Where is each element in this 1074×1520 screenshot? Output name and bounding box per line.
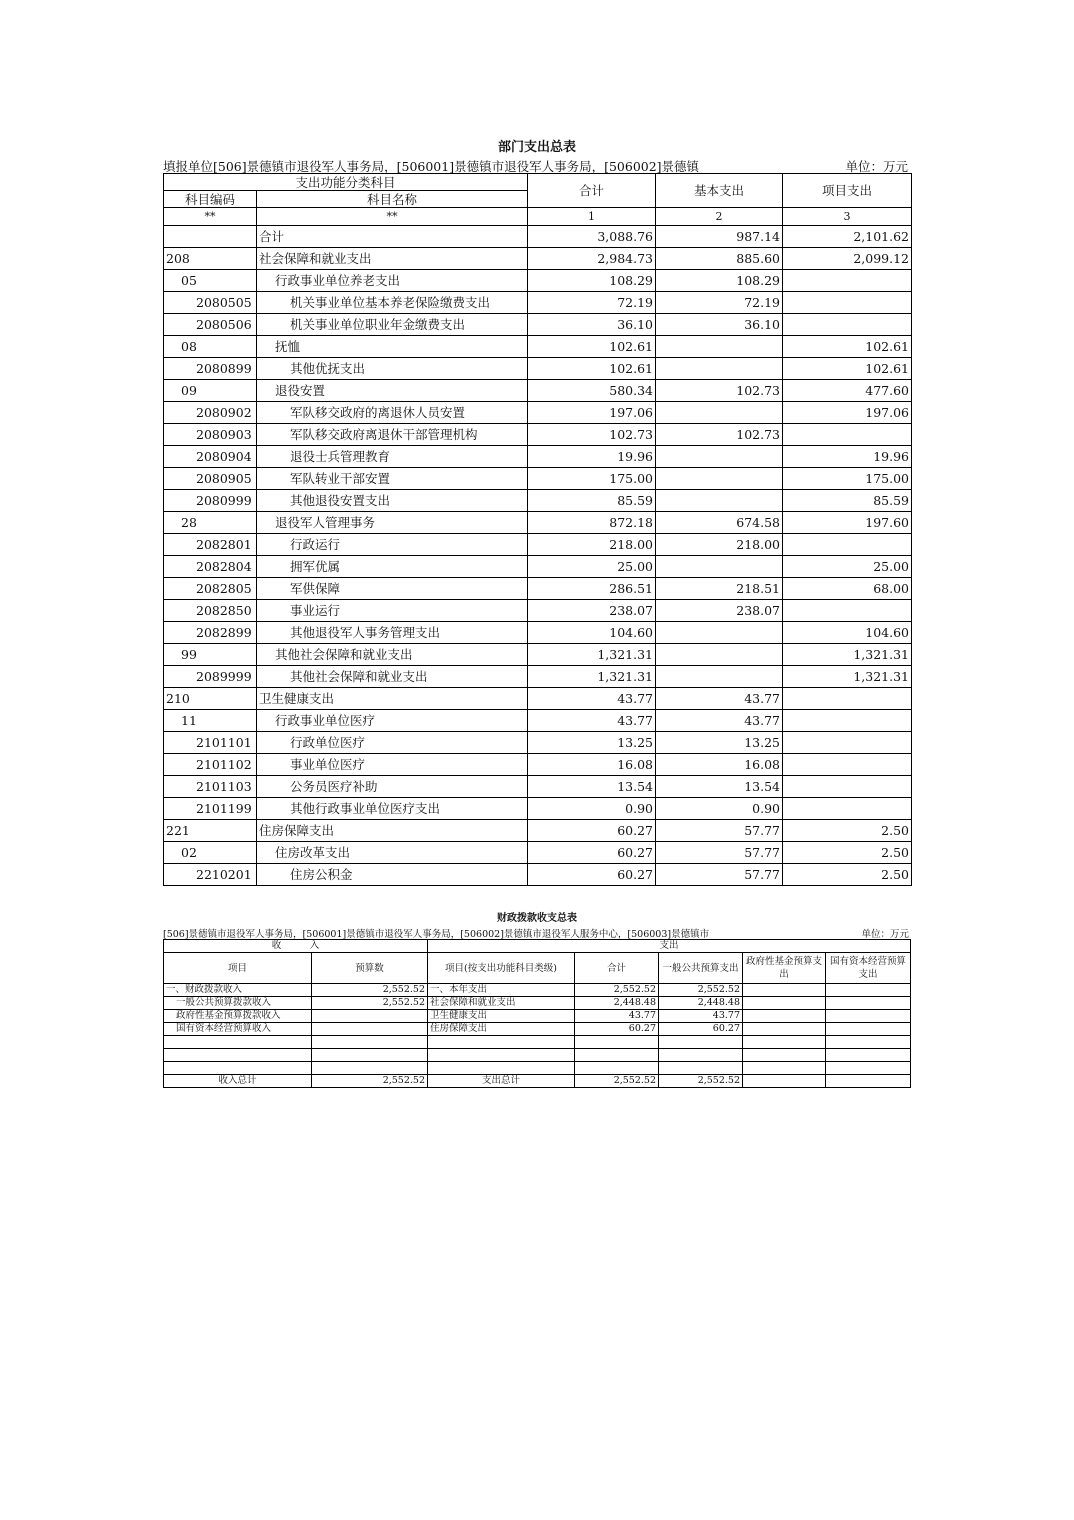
- row-basic: 987.14: [656, 226, 783, 248]
- row-project: 1,321.31: [783, 666, 912, 688]
- row-name: 公务员医疗补助: [257, 776, 528, 798]
- row-code: 28: [164, 512, 257, 534]
- row-code: 11: [164, 710, 257, 732]
- cell-budget: [312, 1010, 428, 1023]
- table-row: [164, 710, 912, 732]
- row-total: 238.07: [528, 600, 656, 622]
- total-budget: 2,552.52: [312, 1075, 428, 1088]
- row-basic: 102.73: [656, 380, 783, 402]
- cell-exp-item: 一、本年支出: [428, 984, 575, 997]
- row-project: 2.50: [783, 864, 912, 886]
- row-code: 08: [164, 336, 257, 358]
- cell-item: 国有资本经营预算收入: [164, 1023, 312, 1036]
- cell-total: 2,448.48: [575, 997, 659, 1010]
- table2-title: 财政拨款收支总表: [497, 913, 577, 924]
- row-code: 2101199: [164, 798, 257, 820]
- row-basic: 0.90: [656, 798, 783, 820]
- row-basic: 43.77: [656, 710, 783, 732]
- row-project: 19.96: [783, 446, 912, 468]
- row-project: [783, 688, 912, 710]
- index-cell: **: [257, 208, 528, 226]
- table-row: [164, 820, 912, 842]
- row-project: 477.60: [783, 380, 912, 402]
- row-name: 军队移交政府离退休干部管理机构: [257, 424, 528, 446]
- row-total: 108.29: [528, 270, 656, 292]
- row-total: 72.19: [528, 292, 656, 314]
- cell-state: [826, 1010, 911, 1023]
- row-total: 580.34: [528, 380, 656, 402]
- row-total: 60.27: [528, 820, 656, 842]
- row-total: 286.51: [528, 578, 656, 600]
- row-basic: 218.51: [656, 578, 783, 600]
- row-project: [783, 270, 912, 292]
- row-code: 09: [164, 380, 257, 402]
- cell-item: 政府性基金预算拨款收入: [164, 1010, 312, 1023]
- row-project: [783, 754, 912, 776]
- row-total: 197.06: [528, 402, 656, 424]
- row-project: 102.61: [783, 358, 912, 380]
- row-total: 85.59: [528, 490, 656, 512]
- table-row: [164, 754, 912, 776]
- row-name: 住房公积金: [257, 864, 528, 886]
- table-row: [164, 358, 912, 380]
- table-row: [164, 984, 911, 997]
- row-basic: 674.58: [656, 512, 783, 534]
- cell-fund: [743, 1010, 826, 1023]
- index-cell: 3: [783, 208, 912, 226]
- cell-general: [659, 1062, 743, 1075]
- row-total: 13.54: [528, 776, 656, 798]
- table-row: [164, 666, 912, 688]
- row-project: 104.60: [783, 622, 912, 644]
- cell-exp-item: 卫生健康支出: [428, 1010, 575, 1023]
- table-row: [164, 578, 912, 600]
- row-name: 社会保障和就业支出: [257, 248, 528, 270]
- cell-general: 60.27: [659, 1023, 743, 1036]
- total-general: 2,552.52: [659, 1075, 743, 1088]
- row-name: 住房保障支出: [257, 820, 528, 842]
- row-basic: 218.00: [656, 534, 783, 556]
- row-basic: [656, 666, 783, 688]
- table-row: [164, 226, 912, 248]
- row-basic: 102.73: [656, 424, 783, 446]
- fiscal-appropriation-table: [163, 939, 911, 1088]
- header-general-budget: 一般公共预算支出: [659, 953, 743, 984]
- row-basic: 238.07: [656, 600, 783, 622]
- row-code: 2082899: [164, 622, 257, 644]
- header-total: 合计: [575, 953, 659, 984]
- row-code: 2080999: [164, 490, 257, 512]
- row-project: 197.06: [783, 402, 912, 424]
- row-project: [783, 710, 912, 732]
- row-total: 60.27: [528, 864, 656, 886]
- row-code: 2080506: [164, 314, 257, 336]
- row-name: 军供保障: [257, 578, 528, 600]
- row-code: 2101101: [164, 732, 257, 754]
- cell-general: 2,552.52: [659, 984, 743, 997]
- cell-fund: [743, 1049, 826, 1062]
- cell-state: [826, 1023, 911, 1036]
- table-row: [164, 468, 912, 490]
- header-total: 合计: [528, 174, 656, 208]
- row-basic: 57.77: [656, 842, 783, 864]
- row-name: 机关事业单位职业年金缴费支出: [257, 314, 528, 336]
- cell-total: 60.27: [575, 1023, 659, 1036]
- total-fund: [743, 1075, 826, 1088]
- cell-fund: [743, 1023, 826, 1036]
- row-basic: [656, 556, 783, 578]
- row-code: 2101102: [164, 754, 257, 776]
- total-total: 2,552.52: [575, 1075, 659, 1088]
- table1-unit-label: 单位：万元: [845, 159, 908, 174]
- row-project: 197.60: [783, 512, 912, 534]
- row-project: [783, 798, 912, 820]
- row-name: 行政事业单位养老支出: [257, 270, 528, 292]
- row-basic: [656, 446, 783, 468]
- row-project: 85.59: [783, 490, 912, 512]
- table-row: [164, 1049, 911, 1062]
- row-basic: 43.77: [656, 688, 783, 710]
- row-code: 210: [164, 688, 257, 710]
- table1-unit-row: [163, 157, 911, 173]
- row-project: [783, 776, 912, 798]
- row-total: 2,984.73: [528, 248, 656, 270]
- row-total: 1,321.31: [528, 644, 656, 666]
- row-name: 抚恤: [257, 336, 528, 358]
- row-name: 机关事业单位基本养老保险缴费支出: [257, 292, 528, 314]
- table-row: [164, 314, 912, 336]
- index-cell: **: [164, 208, 257, 226]
- cell-item: [164, 1049, 312, 1062]
- row-total: 104.60: [528, 622, 656, 644]
- table-row: [164, 776, 912, 798]
- cell-item: 一、财政拨款收入: [164, 984, 312, 997]
- table-row: [164, 270, 912, 292]
- header-expense: 支出: [428, 940, 911, 953]
- table1-reporting-unit: 填报单位[506]景德镇市退役军人事务局，[506001]景德镇市退役军人事务局，[506002]景德镇: [163, 159, 700, 174]
- row-basic: [656, 468, 783, 490]
- row-total: 218.00: [528, 534, 656, 556]
- cell-state: [826, 984, 911, 997]
- index-cell: 1: [528, 208, 656, 226]
- cell-general: 2,448.48: [659, 997, 743, 1010]
- cell-exp-item: 社会保障和就业支出: [428, 997, 575, 1010]
- row-project: 25.00: [783, 556, 912, 578]
- cell-item: [164, 1062, 312, 1075]
- total-state: [826, 1075, 911, 1088]
- cell-budget: [312, 1049, 428, 1062]
- cell-budget: 2,552.52: [312, 984, 428, 997]
- row-code: 2080902: [164, 402, 257, 424]
- row-name: 其他社会保障和就业支出: [257, 666, 528, 688]
- row-code: 2210201: [164, 864, 257, 886]
- cell-total: [575, 1049, 659, 1062]
- total-row: [164, 1075, 911, 1088]
- table-row: [164, 1023, 911, 1036]
- table-row: [164, 842, 912, 864]
- row-name: 其他社会保障和就业支出: [257, 644, 528, 666]
- table1-body: [164, 226, 912, 886]
- header-code: 科目编码: [164, 191, 257, 208]
- cell-budget: [312, 1062, 428, 1075]
- cell-general: [659, 1036, 743, 1049]
- row-name: 军队移交政府的离退休人员安置: [257, 402, 528, 424]
- row-basic: [656, 402, 783, 424]
- row-basic: [656, 644, 783, 666]
- row-basic: [656, 490, 783, 512]
- table-row: [164, 512, 912, 534]
- row-name: 行政事业单位医疗: [257, 710, 528, 732]
- row-name: 住房改革支出: [257, 842, 528, 864]
- cell-fund: [743, 984, 826, 997]
- cell-state: [826, 1062, 911, 1075]
- header-basic: 基本支出: [656, 174, 783, 208]
- row-basic: 72.19: [656, 292, 783, 314]
- table-row: [164, 688, 912, 710]
- table-row: [164, 424, 912, 446]
- row-total: 43.77: [528, 688, 656, 710]
- row-name: 其他退役安置支出: [257, 490, 528, 512]
- cell-general: 43.77: [659, 1010, 743, 1023]
- row-code: 2082805: [164, 578, 257, 600]
- cell-fund: [743, 1036, 826, 1049]
- table-row: [164, 336, 912, 358]
- header-project: 项目支出: [783, 174, 912, 208]
- cell-state: [826, 1036, 911, 1049]
- row-code: 2080899: [164, 358, 257, 380]
- header-income: 收 入: [164, 940, 428, 953]
- row-name: 退役士兵管理教育: [257, 446, 528, 468]
- table-row: [164, 292, 912, 314]
- table-row: [164, 556, 912, 578]
- table-row: [164, 380, 912, 402]
- row-code: 2082804: [164, 556, 257, 578]
- table-row: [164, 402, 912, 424]
- row-project: [783, 292, 912, 314]
- table1-title: 部门支出总表: [497, 140, 576, 155]
- row-project: 175.00: [783, 468, 912, 490]
- cell-state: [826, 997, 911, 1010]
- row-project: [783, 732, 912, 754]
- row-code: [164, 226, 257, 248]
- cell-item: [164, 1036, 312, 1049]
- table-row: [164, 1010, 911, 1023]
- row-total: 60.27: [528, 842, 656, 864]
- cell-fund: [743, 997, 826, 1010]
- row-code: 2080505: [164, 292, 257, 314]
- row-name: 拥军优属: [257, 556, 528, 578]
- row-basic: 108.29: [656, 270, 783, 292]
- cell-state: [826, 1049, 911, 1062]
- row-total: 102.73: [528, 424, 656, 446]
- cell-general: [659, 1049, 743, 1062]
- cell-total: 43.77: [575, 1010, 659, 1023]
- cell-exp-item: [428, 1049, 575, 1062]
- row-name: 事业单位医疗: [257, 754, 528, 776]
- row-code: 99: [164, 644, 257, 666]
- row-code: 2082801: [164, 534, 257, 556]
- table-row: [164, 1036, 911, 1049]
- row-code: 221: [164, 820, 257, 842]
- row-basic: [656, 622, 783, 644]
- header-state-capital: 国有资本经营预算支出: [826, 953, 911, 984]
- table-row: [164, 534, 912, 556]
- cell-exp-item: [428, 1036, 575, 1049]
- cell-exp-item: [428, 1062, 575, 1075]
- row-code: 2080904: [164, 446, 257, 468]
- row-basic: 16.08: [656, 754, 783, 776]
- table-row: [164, 446, 912, 468]
- row-total: 19.96: [528, 446, 656, 468]
- index-cell: 2: [656, 208, 783, 226]
- table-row: [164, 490, 912, 512]
- row-name: 合计: [257, 226, 528, 248]
- row-project: 1,321.31: [783, 644, 912, 666]
- table-row: [164, 864, 912, 886]
- row-project: [783, 424, 912, 446]
- row-code: 208: [164, 248, 257, 270]
- row-basic: 885.60: [656, 248, 783, 270]
- row-code: 02: [164, 842, 257, 864]
- row-name: 卫生健康支出: [257, 688, 528, 710]
- table2-unit-label: 单位：万元: [861, 929, 909, 940]
- header-name: 科目名称: [257, 191, 528, 208]
- cell-total: 2,552.52: [575, 984, 659, 997]
- cell-total: [575, 1062, 659, 1075]
- row-project: 2.50: [783, 842, 912, 864]
- row-basic: 57.77: [656, 864, 783, 886]
- row-basic: 57.77: [656, 820, 783, 842]
- row-total: 175.00: [528, 468, 656, 490]
- cell-budget: [312, 1023, 428, 1036]
- header-item: 项目: [164, 953, 312, 984]
- row-basic: 13.25: [656, 732, 783, 754]
- table-row: [164, 798, 912, 820]
- row-total: 102.61: [528, 336, 656, 358]
- row-basic: 36.10: [656, 314, 783, 336]
- row-name: 其他退役军人事务管理支出: [257, 622, 528, 644]
- row-total: 43.77: [528, 710, 656, 732]
- row-total: 16.08: [528, 754, 656, 776]
- table-row: [164, 600, 912, 622]
- row-project: [783, 534, 912, 556]
- row-name: 行政运行: [257, 534, 528, 556]
- row-project: 2.50: [783, 820, 912, 842]
- row-code: 2080903: [164, 424, 257, 446]
- total-exp-item: 支出总计: [428, 1075, 575, 1088]
- row-code: 05: [164, 270, 257, 292]
- row-code: 2080905: [164, 468, 257, 490]
- row-name: 军队转业干部安置: [257, 468, 528, 490]
- department-expenditure-table: [163, 173, 912, 886]
- row-total: 25.00: [528, 556, 656, 578]
- cell-budget: 2,552.52: [312, 997, 428, 1010]
- header-exp-item: 项目(按支出功能科目类级): [428, 953, 575, 984]
- table2-body: [164, 984, 911, 1088]
- table-row: [164, 1062, 911, 1075]
- row-project: [783, 314, 912, 336]
- header-function-category: 支出功能分类科目: [164, 174, 528, 191]
- table-row: [164, 732, 912, 754]
- row-project: 2,099.12: [783, 248, 912, 270]
- row-basic: [656, 358, 783, 380]
- row-total: 13.25: [528, 732, 656, 754]
- table-row: [164, 644, 912, 666]
- table-row: [164, 997, 911, 1010]
- row-total: 3,088.76: [528, 226, 656, 248]
- table-row: [164, 622, 912, 644]
- total-item: 收入总计: [164, 1075, 312, 1088]
- table2-reporting-unit: [506]景德镇市退役军人事务局，[506001]景德镇市退役军人事务局，[506002]景德镇市退役军人服务中心，[506003]景德镇市: [163, 929, 710, 940]
- cell-fund: [743, 1062, 826, 1075]
- row-total: 1,321.31: [528, 666, 656, 688]
- row-name: 行政单位医疗: [257, 732, 528, 754]
- row-code: 2101103: [164, 776, 257, 798]
- row-project: 102.61: [783, 336, 912, 358]
- row-name: 其他行政事业单位医疗支出: [257, 798, 528, 820]
- row-project: 2,101.62: [783, 226, 912, 248]
- cell-budget: [312, 1036, 428, 1049]
- row-project: 68.00: [783, 578, 912, 600]
- row-basic: 13.54: [656, 776, 783, 798]
- cell-item: 一般公共预算拨款收入: [164, 997, 312, 1010]
- row-basic: [656, 336, 783, 358]
- table-row: [164, 248, 912, 270]
- row-name: 退役安置: [257, 380, 528, 402]
- cell-total: [575, 1036, 659, 1049]
- row-total: 0.90: [528, 798, 656, 820]
- row-total: 872.18: [528, 512, 656, 534]
- row-name: 其他优抚支出: [257, 358, 528, 380]
- row-total: 102.61: [528, 358, 656, 380]
- header-budget: 预算数: [312, 953, 428, 984]
- table2-unit-row: [163, 926, 911, 939]
- row-name: 退役军人管理事务: [257, 512, 528, 534]
- row-code: 2082850: [164, 600, 257, 622]
- cell-exp-item: 住房保障支出: [428, 1023, 575, 1036]
- row-total: 36.10: [528, 314, 656, 336]
- row-project: [783, 600, 912, 622]
- header-fund-budget: 政府性基金预算支出: [743, 953, 826, 984]
- row-code: 2089999: [164, 666, 257, 688]
- row-name: 事业运行: [257, 600, 528, 622]
